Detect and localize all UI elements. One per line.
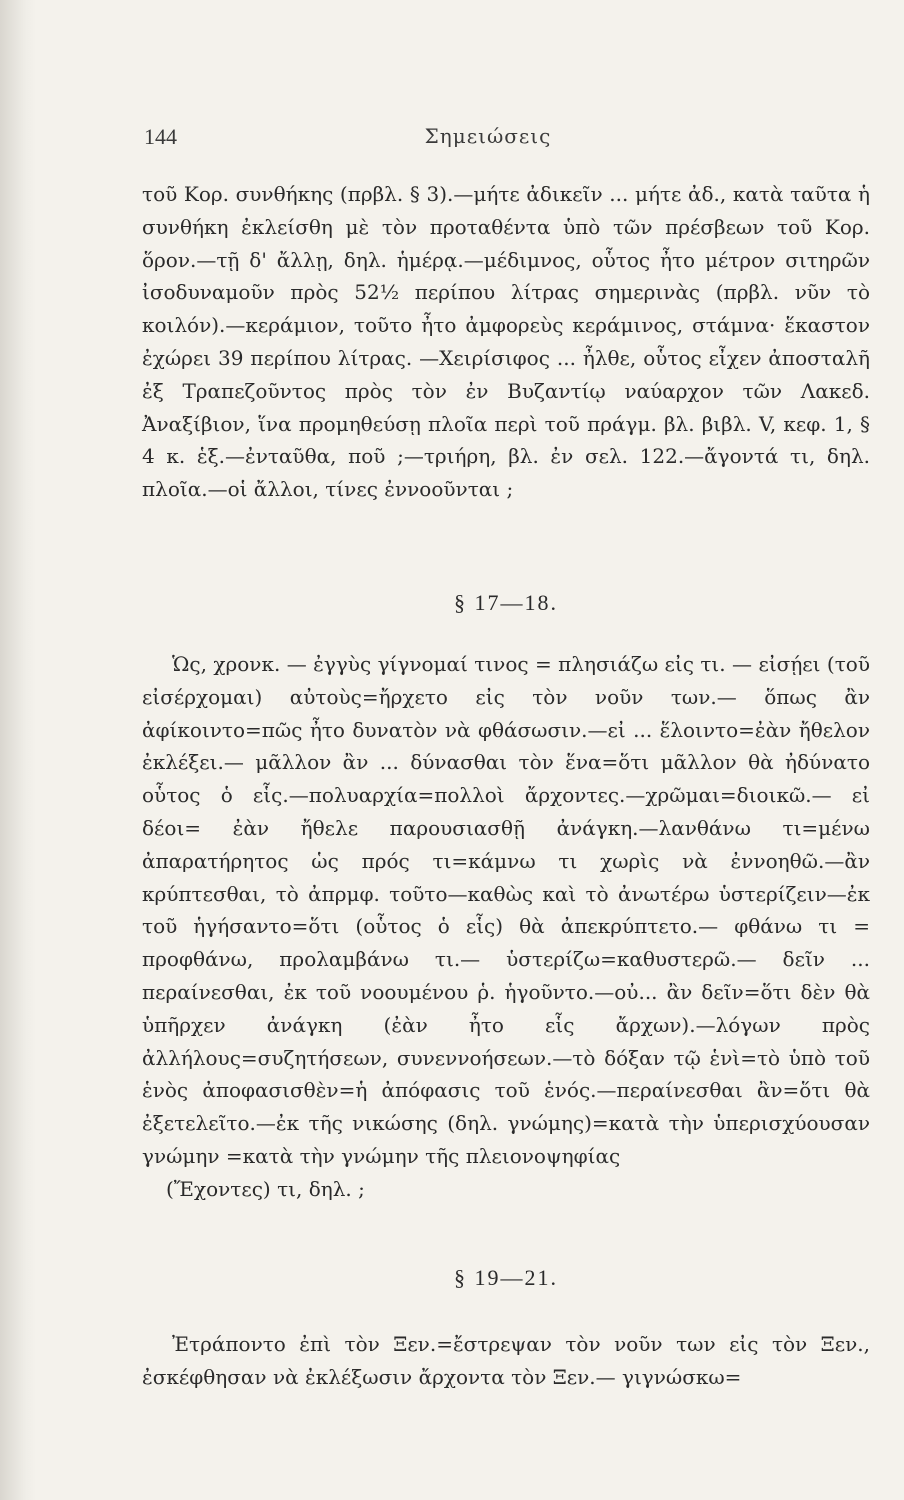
page-edge-shadow xyxy=(0,0,36,1500)
notes-paragraph-1 xyxy=(142,178,870,506)
paragraph-final-line: (Ἔχοντες) τι, δηλ. ; xyxy=(166,1176,365,1201)
notes-paragraph-2 xyxy=(142,648,870,1206)
page-header xyxy=(118,118,844,158)
page-number: 144 xyxy=(144,124,177,149)
section-heading-17-18: § 17—18. xyxy=(454,590,558,615)
paragraph-text: Ἐτράποντο ἐπὶ τὸν Ξεν.=ἔστρεψαν τὸν νοῦν των εἰς τὸν Ξεν., ἐσκέφθησαν νὰ ἐκλέξωσιν ἄρχοντα τὸν Ξεν.— γιγνώσκω= xyxy=(142,1332,870,1389)
notes-paragraph-3 xyxy=(142,1328,870,1394)
paragraph-text: Ὡς, χρονκ. — ἐγγὺς γίγνομαί τινος = πλησιάζω εἰς τι. — εἰσῄει (τοῦ εἰσέρχομαι) αὐτοὺς=ἤρχετο εἰς τὸν νοῦν των.— ὅπως ἂν ἀφίκοιντο=πῶς ἦτο δυνατὸν νὰ φθάσωσιν.—εἰ ... ἕλοιντο=ἐὰν ἤθελον ἐκλέξει.— μᾶλλον ἂν ... δύνασθαι τὸν ἕνα=ὅτι μᾶλλον θὰ ἠδύνατο οὗτος ὁ εἷς.—πολυαρχία=πολλοὶ ἄρχοντες.—χρῶμαι=διοικῶ.— εἰ δέοι= ἐὰν ἤθελε παρουσιασθῇ ἀνάγκη.—λανθάνω τι=μένω ἀπαρατήρητος ὡς πρός τι=κάμνω τι χωρὶς νὰ ἐννοηθῶ.—ἂν κρύπτεσθαι, τὸ ἀπρμφ. τοῦτο—καθὼς καὶ τὸ ἀνωτέρω ὑστερίζειν—ἐκ τοῦ ἡγήσαντο=ὅτι (οὗτος ὁ εἷς) θὰ ἀπεκρύπτετο.— φθάνω τι = προφθάνω, προλαμβάνω τι.— ὑστερίζω=καθυστερῶ.— δεῖν ... περαίνεσθαι, ἐκ τοῦ νοουμένου ῥ. ἡγοῦντο.—οὐ... ἂν δεῖν=ὅτι δὲν θὰ ὑπῆρχεν ἀνάγκη (ἐὰν ἦτο εἷς ἄρχων).—λόγων πρὸς ἀλλήλους=συζητήσεων, συνεννοήσεων.—τὸ δόξαν τῷ ἑνὶ=τὸ ὑπὸ τοῦ ἑνὸς ἀποφασισθὲν=ἡ ἀπόφασις τοῦ ἑνός.—περαίνεσθαι ἂν=ὅτι θὰ ἐξετελεῖτο.—ἐκ τῆς νικώσης (δηλ. γνώμης)=κατὰ τὴν ὑπερισχύουσαν γνώμην =κατὰ τὴν γνώμην τῆς πλειονοψηφίας xyxy=(142,652,870,1168)
running-title: Σημειώσεις xyxy=(424,124,552,148)
paragraph-text: τοῦ Κορ. συνθήκης (πρβλ. § 3).—μήτε ἀδικεῖν ... μήτε ἀδ., κατὰ ταῦτα ἡ συνθήκη ἐκλείσθη μὲ τὸν προταθέντα ὑπὸ τῶν πρέσβεων τοῦ Κορ. ὅρον.—τῇ δ' ἄλλῃ, δηλ. ἡμέρᾳ.—μέδιμνος, οὗτος ἦτο μέτρον σιτηρῶν ἰσοδυναμοῦν πρὸς 52½ περίπου λίτρας σημερινὰς (πρβλ. νῦν τὸ κοιλόν).—κεράμιον, τοῦτο ἦτο ἀμφορεὺς κεράμινος, στάμνα· ἕκαστον ἐχώρει 39 περίπου λίτρας. —Χειρίσιφος ... ἦλθε, οὗτος εἶχεν ἀποσταλῆ ἐξ Τραπεζοῦντος πρὸς τὸν ἐν Βυζαντίῳ ναύαρχον τῶν Λακεδ. Ἀναξίβιον, ἵνα προμηθεύσῃ πλοῖα περὶ τοῦ πράγμ. βλ. βιβλ. V, κεφ. 1, § 4 κ. ἑξ.—ἐνταῦθα, ποῦ ;—τριήρη, βλ. ἐν σελ. 122.—ἄγοντά τι, δηλ. πλοῖα.—οἱ ἄλλοι, τίνες ἐννοοῦνται ; xyxy=(142,182,870,502)
section-heading-19-21: § 19—21. xyxy=(454,1265,558,1290)
